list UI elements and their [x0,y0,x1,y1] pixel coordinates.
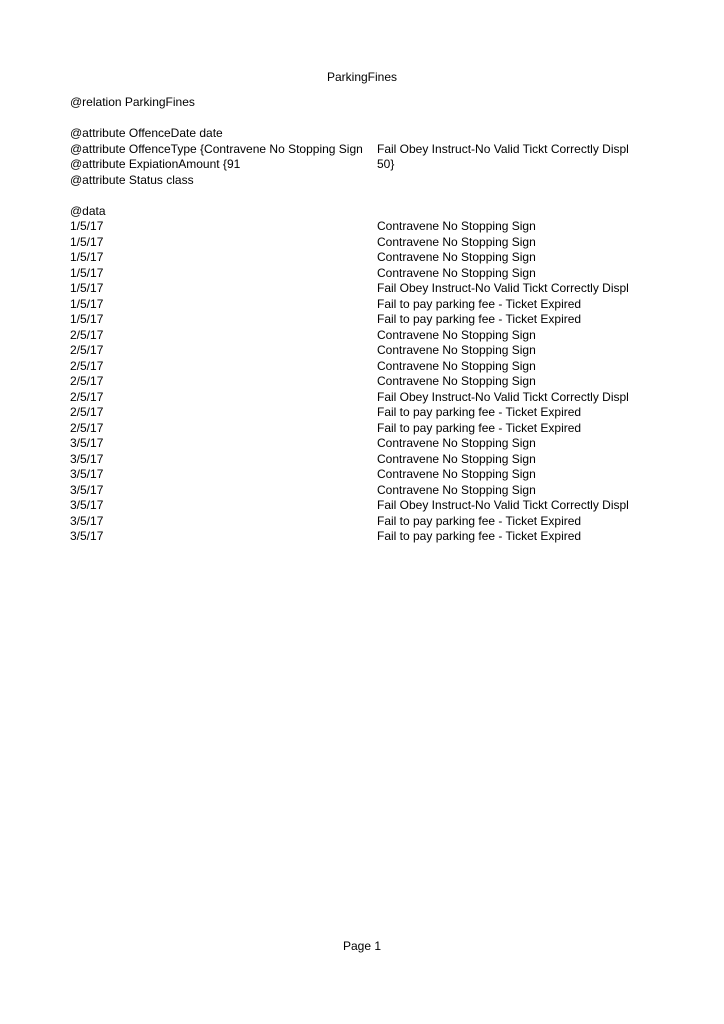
attribute-col-b [377,173,632,189]
offence-type: Fail to pay parking fee - Ticket Expired [377,312,582,326]
data-row [70,483,632,499]
offence-date: 2/5/17 [70,389,104,404]
offence-date: 2/5/17 [70,405,104,419]
offence-type: Contravene No Stopping Sign [377,436,536,450]
offence-date: 3/5/17 [70,436,104,450]
offence-type: Contravene No Stopping Sign [377,219,536,233]
arff-sheet [70,95,632,545]
data-row [70,312,632,328]
data-label-row [70,204,632,220]
data-row [70,328,632,344]
offence-date: 3/5/17 [70,467,104,481]
data-row [70,452,632,468]
data-row [70,421,632,437]
offence-type: Fail Obey Instruct-No Valid Tickt Correctly Displ [377,498,629,512]
data-row [70,359,632,375]
offence-date: 1/5/17 [70,250,104,264]
data-row [70,405,632,421]
offence-type: Fail Obey Instruct-No Valid Tickt Correctly Displ [377,281,629,295]
blank-row [70,111,632,127]
offence-date: 1/5/17 [70,265,104,280]
attribute-col-a: @attribute OffenceType {Contravene No Stopping Sign [70,141,363,156]
offence-type: Fail to pay parking fee - Ticket Expired [377,513,582,528]
page-header-title: ParkingFines [326,70,398,84]
data-row [70,281,632,297]
offence-type: Fail to pay parking fee - Ticket Expired [377,296,582,311]
data-row [70,297,632,313]
attribute-row [70,173,632,189]
offence-type: Contravene No Stopping Sign [377,451,536,466]
offence-date: 2/5/17 [70,420,104,435]
data-row [70,529,632,545]
data-row [70,219,632,235]
attribute-col-a: @attribute ExpiationAmount {91 [70,157,241,171]
page-number: Page 1 [342,939,382,953]
data-row [70,514,632,530]
offence-type: Contravene No Stopping Sign [377,482,536,497]
data-row [70,266,632,282]
offence-date: 3/5/17 [70,498,104,512]
offence-type: Fail to pay parking fee - Ticket Expired [377,405,582,419]
offence-date: 1/5/17 [70,234,104,249]
offence-type: Contravene No Stopping Sign [377,250,536,264]
offence-type: Fail to pay parking fee - Ticket Expired [377,529,582,543]
offence-date: 1/5/17 [70,296,104,311]
offence-date: 1/5/17 [70,219,104,233]
attribute-col-b [377,126,632,142]
offence-date: 2/5/17 [70,358,104,373]
data-label: @data [70,203,106,218]
data-row [70,467,632,483]
offence-type: Contravene No Stopping Sign [377,358,536,373]
blank-row [70,188,632,204]
offence-type: Contravene No Stopping Sign [377,265,536,280]
data-row [70,374,632,390]
offence-type: Contravene No Stopping Sign [377,343,536,357]
offence-date: 2/5/17 [70,374,104,388]
data-row [70,343,632,359]
offence-date: 3/5/17 [70,451,104,466]
data-row [70,390,632,406]
relation-text: @relation ParkingFines [70,95,195,109]
offence-date: 3/5/17 [70,513,104,528]
offence-date: 3/5/17 [70,529,104,543]
attribute-row [70,142,632,158]
attribute-col-b: Fail Obey Instruct-No Valid Tickt Correctly Displ [377,141,629,156]
data-row [70,436,632,452]
offence-date: 1/5/17 [70,312,104,326]
offence-type: Fail Obey Instruct-No Valid Tickt Correctly Displ [377,389,629,404]
offence-type: Contravene No Stopping Sign [377,467,536,481]
attribute-col-a: @attribute Status class [70,172,194,187]
attribute-row [70,157,632,173]
attribute-col-a: @attribute OffenceDate date [70,126,223,140]
data-row [70,250,632,266]
offence-date: 2/5/17 [70,327,104,342]
attribute-col-b: 50} [377,157,395,171]
offence-type: Contravene No Stopping Sign [377,234,536,249]
offence-type: Contravene No Stopping Sign [377,327,536,342]
relation-row [70,95,632,111]
offence-date: 1/5/17 [70,281,104,295]
offence-type: Contravene No Stopping Sign [377,374,536,388]
offence-type: Fail to pay parking fee - Ticket Expired [377,420,582,435]
offence-date: 2/5/17 [70,343,104,357]
offence-date: 3/5/17 [70,482,104,497]
data-row [70,498,632,514]
attribute-row [70,126,632,142]
data-row [70,235,632,251]
